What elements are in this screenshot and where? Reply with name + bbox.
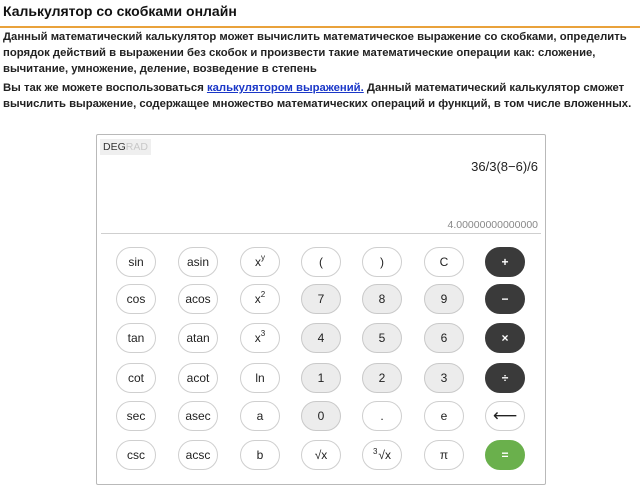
power-button[interactable]: x $^y$ <box>240 247 280 277</box>
asec-button[interactable]: asec <box>178 401 218 431</box>
square-root-button[interactable]: √x <box>301 440 341 470</box>
calculator <box>96 134 546 485</box>
digit-0-button[interactable]: 0 <box>301 401 341 431</box>
expression-calculator-link[interactable]: калькулятором выражений. <box>206 82 364 94</box>
intro-paragraph-2 <box>3 80 635 112</box>
multiply-button[interactable]: × <box>485 323 525 353</box>
pi-button[interactable]: π <box>424 440 464 470</box>
result-display: 4.00000000000000 <box>447 219 538 231</box>
acot-button[interactable]: acot <box>178 363 218 393</box>
square-button[interactable]: x $^2$ <box>240 284 280 314</box>
euler-e-button[interactable]: e <box>424 401 464 431</box>
intro-text-after: Данный математический калькулятор сможет вычислить выражение, содержащее множество математических операций и функций, в том числе вложенных. <box>3 82 632 110</box>
page-header <box>0 0 640 28</box>
acsc-button[interactable]: acsc <box>178 440 218 470</box>
cube-root-button[interactable] <box>362 440 402 470</box>
variable-b-button[interactable]: b <box>240 440 280 470</box>
variable-a-button[interactable]: a <box>240 401 280 431</box>
digit-4-button[interactable]: 4 <box>301 323 341 353</box>
equals-button[interactable]: = <box>485 440 525 470</box>
cube-button[interactable]: x $^3$ <box>240 323 280 353</box>
backspace-arrow-icon: ⟵ <box>492 406 518 425</box>
square-base: x <box>254 292 261 306</box>
open-paren-button[interactable]: ( <box>301 247 341 277</box>
minus-button[interactable]: − <box>485 284 525 314</box>
cube-root-symbol: √x <box>378 448 392 462</box>
digit-6-button[interactable]: 6 <box>424 323 464 353</box>
intro-text-before: Вы так же можете воспользоваться <box>3 82 207 94</box>
power-base: x <box>255 255 261 269</box>
asin-button[interactable]: asin <box>178 247 218 277</box>
digit-3-button[interactable]: 3 <box>424 363 464 393</box>
backspace-button[interactable] <box>485 401 525 431</box>
divide-button[interactable]: ÷ <box>485 363 525 393</box>
intro-paragraph-1: Данный математический калькулятор может вычислить математическое выражение со скобками, определить порядок действий в выражении без скобок и произвести такие математические операции как: сложение, вычитание, умножение, деление, возведение в степень <box>3 31 627 75</box>
csc-button[interactable]: csc <box>116 440 156 470</box>
cube-base: x <box>254 331 261 345</box>
angle-mode-toggle[interactable] <box>100 139 151 155</box>
cos-button[interactable]: cos <box>116 284 156 314</box>
digit-2-button[interactable]: 2 <box>362 363 402 393</box>
decimal-point-button[interactable]: . <box>362 401 402 431</box>
cube-root-index: 3 <box>372 446 378 456</box>
digit-8-button[interactable]: 8 <box>362 284 402 314</box>
plus-button[interactable]: + <box>485 247 525 277</box>
atan-button[interactable]: atan <box>178 323 218 353</box>
tan-button[interactable]: tan <box>116 323 156 353</box>
acos-button[interactable]: acos <box>178 284 218 314</box>
sin-button[interactable]: sin <box>116 247 156 277</box>
sec-button[interactable]: sec <box>116 401 156 431</box>
ln-button[interactable]: ln <box>240 363 280 393</box>
mode-rad[interactable]: RAD <box>125 141 148 153</box>
cot-button[interactable]: cot <box>116 363 156 393</box>
page-title: Калькулятор со скобками онлайн <box>3 3 237 19</box>
digit-7-button[interactable]: 7 <box>301 284 341 314</box>
clear-button[interactable]: C <box>424 247 464 277</box>
close-paren-button[interactable]: ) <box>362 247 402 277</box>
digit-1-button[interactable]: 1 <box>301 363 341 393</box>
display-divider <box>101 233 541 234</box>
expression-display: 36/3(8−6)/6 <box>471 159 538 174</box>
digit-9-button[interactable]: 9 <box>424 284 464 314</box>
digit-5-button[interactable]: 5 <box>362 323 402 353</box>
mode-deg[interactable]: DEG <box>103 141 126 153</box>
